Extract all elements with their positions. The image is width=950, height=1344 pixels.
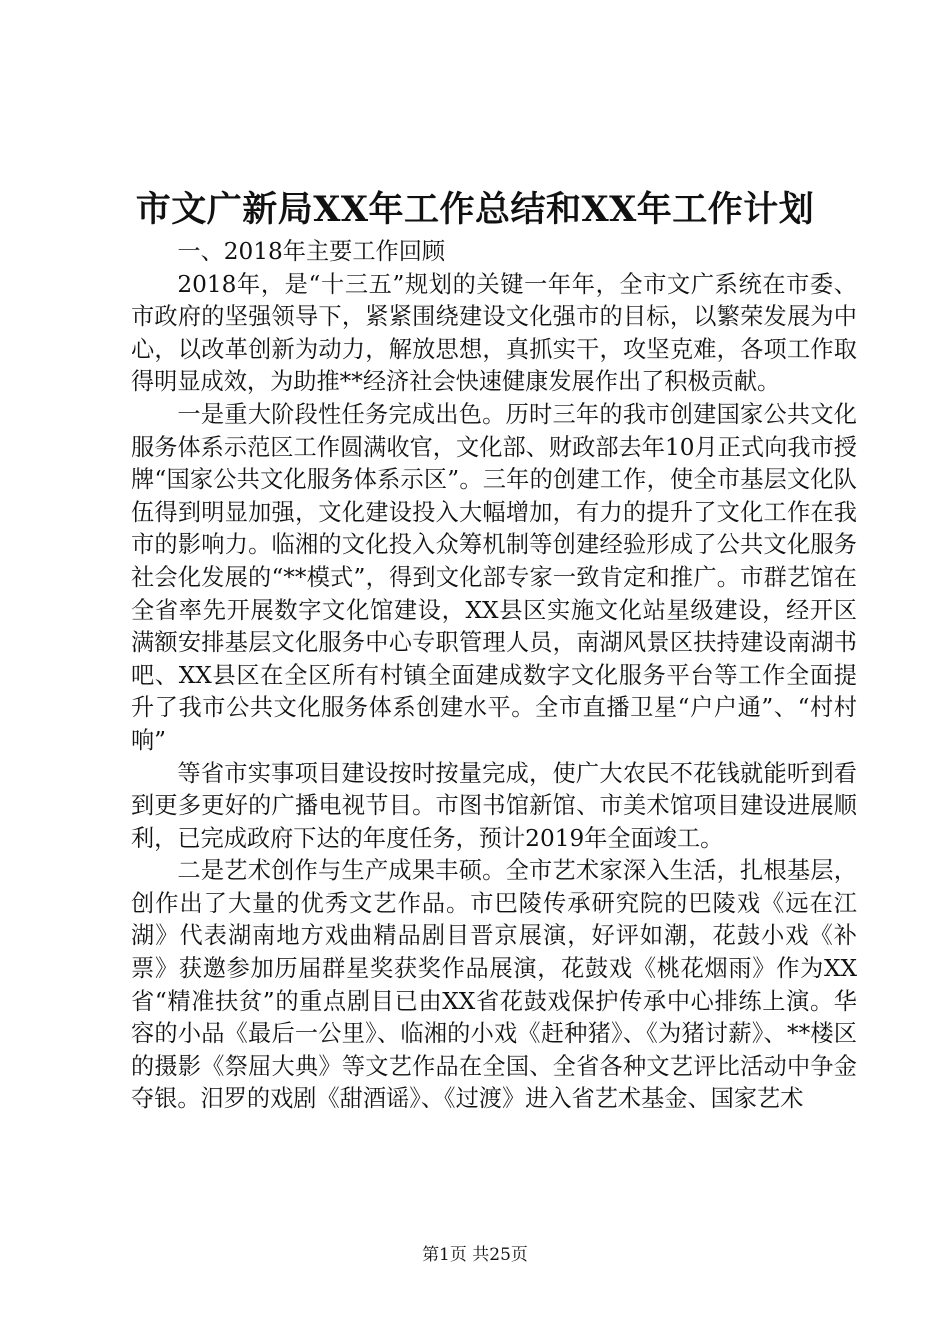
paragraph: 2018年，是“十三五”规划的关键一年年，全市文广系统在市委、市政府的坚强领导下，紧紧围绕建设文化强市的目标，以繁荣发展为中心，以改革创新为动力，解放思想，真抓实干，攻坚克难，各项工作取得明显成效，为助推**经济社会快速健康发展作出了积极贡献。 — [131, 270, 857, 396]
document-title: 市文广新局XX年工作总结和XX年工作计划 — [135, 189, 815, 230]
document-body — [131, 236, 857, 1116]
page-number-footer: 第1页 共25页 — [422, 1245, 528, 1265]
paragraph: 二是艺术创作与生产成果丰硕。全市艺术家深入生活，扎根基层，创作出了大量的优秀文艺作品。市巴陵传承研究院的巴陵戏《远在江湖》代表湖南地方戏曲精品剧目晋京展演，好评如潮，花鼓小戏《补票》获邀参加历届群星奖获奖作品展演，花鼓戏《桃花烟雨》作为XX省“精准扶贫”的重点剧目已由XX省花鼓戏保护传承中心排练上演。华容的小品《最后一公里》、临湘的小戏《赶种猪》、《为猪讨薪》、**楼区的摄影《祭屈大典》等文艺作品在全国、全省各种文艺评比活动中争金夺银。汨罗的戏剧《甜酒谣》、《过渡》进入省艺术基金、国家艺术 — [131, 857, 857, 1113]
paragraph: 等省市实事项目建设按时按量完成，使广大农民不花钱就能听到看到更多更好的广播电视节目。市图书馆新馆、市美术馆项目建设进展顺利，已完成政府下达的年度任务，预计2019年全面竣工。 — [131, 759, 857, 852]
section-heading: 一、2018年主要工作回顾 — [177, 238, 446, 265]
paragraph: 一是重大阶段性任务完成出色。历时三年的我市创建国家公共文化服务体系示范区工作圆满收官，文化部、财政部去年10月正式向我市授牌“国家公共文化服务体系示区”。三年的创建工作，使全市基层文化队伍得到明显加强，文化建设投入大幅增加，有力的提升了文化工作在我市的影响力。临湘的文化投入众筹机制等创建经验形成了公共文化服务社会化发展的“**模式”，得到文化部专家一致肯定和推广。市群艺馆在全省率先开展数字文化馆建设，XX县区实施文化站星级建设，经开区满额安排基层文化服务中心专职管理人员，南湖风景区扶持建设南湖书吧、XX县区在全区所有村镇全面建成数字文化服务平台等工作全面提升了我市公共文化服务体系创建水平。全市直播卫星“户户通”、“村村响” — [131, 400, 857, 754]
